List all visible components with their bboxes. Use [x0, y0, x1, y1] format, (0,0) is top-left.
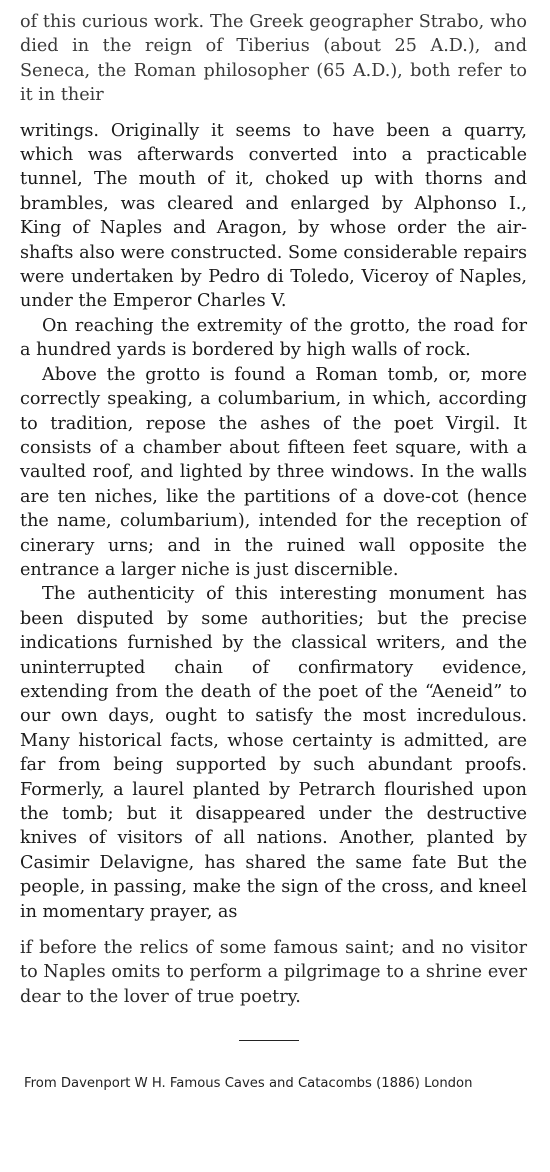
source-credit: From Davenport W H. Famous Caves and Catacombs (1886) London	[24, 1076, 473, 1091]
section-divider	[239, 1040, 299, 1041]
paragraph-3: On reaching the extremity of the grotto, the road for a hundred yards is bordered by high walls of rock.	[20, 315, 527, 361]
paragraph-5: The authenticity of this interesting monument has been disputed by some authorities; but the precise indications furnished by the classical writers, and the uninterrupted chain of confirmatory evidence, extending from the death of the poet of the “Aeneid” to our own days, ought to satisfy the most incredulous. Many historical facts, whose certainty is admitted, are far from being supported by such abundant proofs. Formerly, a laurel planted by Petrarch flourished upon the tomb; but it disappeared under the destructive knives of visitors of all nations. Another, planted by Casimir Delavigne, has shared the same fate But the people, in passing, make the sign of the cross, and kneel in momentary prayer, as	[20, 584, 527, 922]
paragraph-6: if before the relics of some famous saint; and no visitor to Naples omits to perform a pilgrimage to a shrine ever dear to the lover of true poetry.	[20, 938, 527, 1007]
paragraph-4: Above the grotto is found a Roman tomb, or, more correctly speaking, a columbarium, in which, according to tradition, repose the ashes of the poet Virgil. It consists of a chamber about fifteen feet square, with a vaulted roof, and lighted by three windows. In the walls are ten niches, like the partitions of a dove-cot (hence the name, columbarium), intended for the reception of cinerary urns; and in the ruined wall opposite the entrance a larger niche is just discernible.	[20, 364, 527, 580]
paragraph-2: writings. Originally it seems to have been a quarry, which was afterwards converted into a practicable tunnel, The mouth of it, choked up with thorns and brambles, was cleared and enlarged by Alphonso I., King of Naples and Aragon, by whose order the air-shafts also were constructed. Some considerable repairs were undertaken by Pedro di Toledo, Viceroy of Naples, under the Emperor Charles V.	[20, 120, 527, 312]
paragraph-1: of this curious work. The Greek geographer Strabo, who died in the reign of Tiberius (about 25 A.D.), and Seneca, the Roman philosopher (65 A.D.), both refer to it in their	[20, 12, 527, 106]
page-body	[20, 10, 527, 1009]
